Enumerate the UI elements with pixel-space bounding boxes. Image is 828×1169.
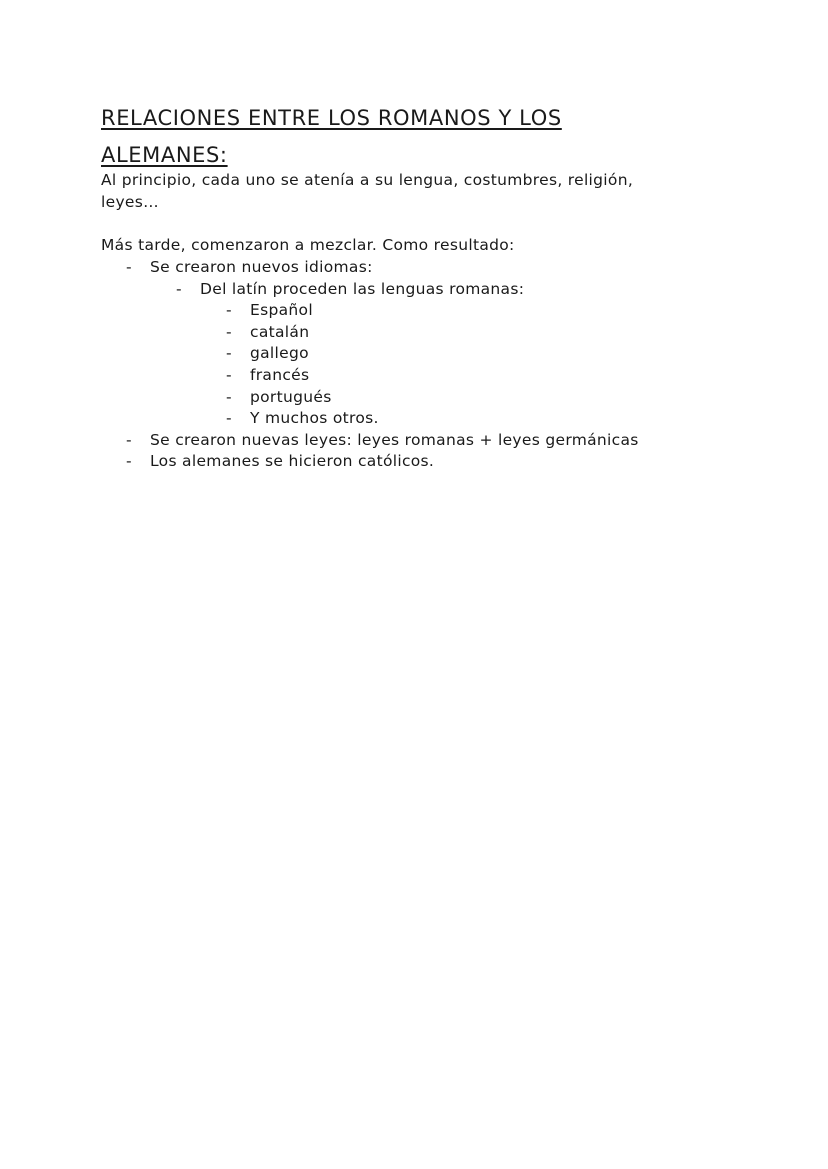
languages-list [226,300,730,430]
list-item-text: Los alemanes se hicieron católicos. [150,452,435,471]
dash-bullet: - [226,365,232,384]
list-item [126,451,730,473]
list-item [126,430,730,452]
language-text: Y muchos otros. [250,409,379,428]
language-text: portugués [250,387,332,406]
language-item [226,343,730,365]
list-item [126,257,730,430]
later-paragraph: Más tarde, comenzaron a mezclar. Como resultado: [101,236,515,254]
language-text: gallego [250,344,309,363]
language-text: Español [250,301,313,320]
intro-line-1: Al principio, cada uno se atenía a su lengua, costumbres, religión, [101,171,634,189]
dash-bullet: - [126,430,132,449]
list-item-text: Se crearon nuevas leyes: leyes romanas + leyes germánicas [150,430,639,449]
list-item [176,279,730,430]
dash-bullet: - [226,409,232,428]
intro-paragraph [101,170,701,213]
title-line-1: RELACIONES ENTRE LOS ROMANOS Y LOS [101,106,562,130]
language-item [226,365,730,387]
list-item-text: Del latín proceden las lenguas romanas: [200,279,525,298]
dash-bullet: - [226,387,232,406]
language-item [226,322,730,344]
dash-bullet: - [126,258,132,276]
language-text: catalán [250,322,310,341]
sublist [176,279,730,430]
dash-bullet: - [226,344,232,363]
results-list [126,257,730,473]
language-item [226,300,730,322]
list-item-text: Se crearon nuevos idiomas: [150,258,373,276]
title-line-2: ALEMANES: [101,143,228,167]
document-title [101,100,661,174]
language-item [226,408,730,430]
dash-bullet: - [126,452,132,471]
dash-bullet: - [226,301,232,320]
language-text: francés [250,365,310,384]
dash-bullet: - [176,279,182,298]
dash-bullet: - [226,322,232,341]
language-item [226,387,730,409]
intro-line-2: leyes… [101,192,159,211]
